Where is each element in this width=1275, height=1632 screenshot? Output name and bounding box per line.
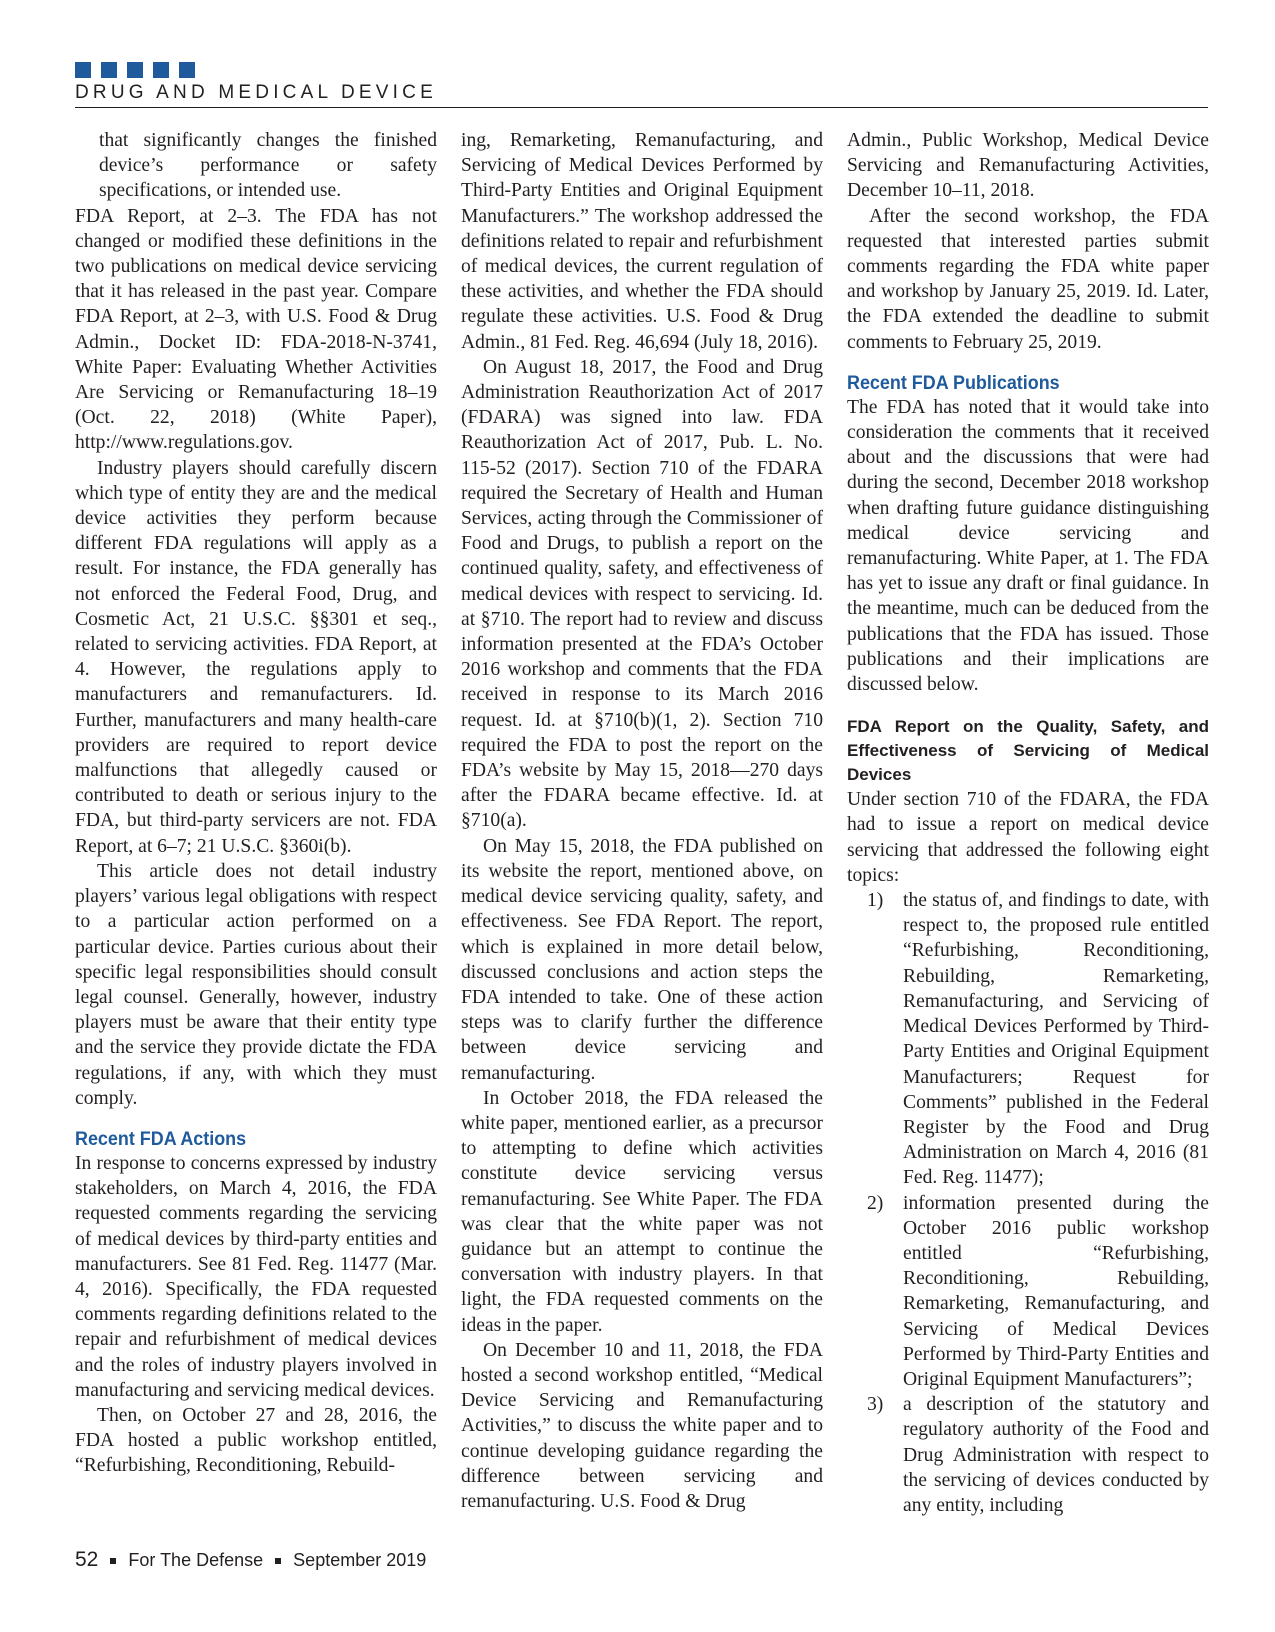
paragraph: In October 2018, the FDA released the white paper, mentioned earlier, as a precursor to attempting to define which activities constitute device servicing versus remanufacturing. See White Paper. The FDA was clear that the white paper was not guidance but an attempt to continue the conversation with industry players. In that light, the FDA requested comments on the ideas in the paper.	[461, 1087, 823, 1336]
list-number: 2)	[867, 1192, 884, 1214]
paragraph: Then, on October 27 and 28, 2016, the FDA hosted a public workshop entitled, “Refurbishing, Reconditioning, Rebuild-	[75, 1404, 437, 1477]
list-number: 1)	[867, 890, 884, 912]
header-squares	[75, 62, 195, 78]
section-label: DRUG AND MEDICAL DEVICE	[75, 82, 437, 103]
header-square	[101, 62, 117, 78]
list-text: the status of, and findings to date, with respect to, the proposed rule entitled “Refurbishing, Reconditioning, Rebuilding, Remarketing, Remanufacturing, and Servicing of Medical Devices Performed by Third-Party Entities and Original Equipment Manufacturers; Request for Comments” published in the Federal Register by the Food and Drug Administration on March 4, 2016 (81 Fed. Reg. 11477);	[903, 890, 1209, 1189]
header-square	[75, 62, 91, 78]
list-number: 3)	[867, 1394, 884, 1416]
column-3	[847, 128, 1209, 1518]
publication-name: For The Defense	[128, 1550, 264, 1570]
paragraph: ing, Remarketing, Remanufacturing, and Servicing of Medical Devices Performed by Third-Party Entities and Original Equipment Manufacturers.” The workshop addressed the definitions related to repair and refurbishment of medical devices, the current regulation of these activities, and whether the FDA should regulate these activities. U.S. Food & Drug Admin., 81 Fed. Reg. 46,694 (July 18, 2016).	[461, 130, 823, 353]
list-item	[847, 1392, 1209, 1518]
paragraph: that significantly changes the finished device’s performance or safety specifications, or intended use.	[99, 130, 437, 202]
topics-list	[847, 888, 1209, 1518]
paragraph: On May 15, 2018, the FDA published on its website the report, mentioned above, on medical device servicing quality, safety, and effectiveness. See FDA Report. The report, which is explained in more detail below, discussed conclusions and action steps the FDA intended to take. One of these action steps was to clarify further the difference between device servicing and remanufacturing.	[461, 835, 823, 1084]
issue-date: September 2019	[293, 1550, 427, 1570]
list-item	[847, 1191, 1209, 1393]
paragraph: After the second workshop, the FDA requested that interested parties submit comments regarding the FDA white paper and workshop by January 25, 2019. Id. Later, the FDA extended the deadline to submit comments to February 25, 2019.	[847, 205, 1209, 353]
list-item	[847, 888, 1209, 1190]
paragraph: Industry players should carefully discern which type of entity they are and the medical device activities they perform because different FDA regulations will apply as a result. For instance, the FDA generally has not enforced the Federal Food, Drug, and Cosmetic Act, 21 U.S.C. §§301 et seq., related to servicing activities. FDA Report, at 4. However, the regulations apply to manufacturers and remanufacturers. Id. Further, manufacturers and many health-care providers are required to report device malfunctions that allegedly caused or contributed to death or serious injury to the FDA, but third-party servicers are not. FDA Report, at 6–7; 21 U.S.C. §360i(b).	[75, 457, 437, 857]
paragraph: The FDA has noted that it would take into consideration the comments that it received about and the discussions that were had during the second, December 2018 workshop when drafting future guidance distinguishing medical device servicing and remanufacturing. White Paper, at 1. The FDA has yet to issue any draft or final guidance. In the meantime, much can be deduced from the publications that the FDA has issued. Those publications and their implications are discussed below.	[847, 396, 1209, 696]
paragraph: FDA Report, at 2–3. The FDA has not changed or modified these definitions in the two publications on medical device servicing that it has released in the past year. Compare FDA Report, at 2–3, with U.S. Food & Drug Admin., Docket ID: FDA-2018-N-3741, White Paper: Evaluating Whether Activities Are Servicing or Remanufacturing 18–19 (Oct. 22, 2018) (White Paper), http://www.regulations.gov.	[75, 205, 437, 454]
paragraph: This article does not detail industry players’ various legal obligations with respect to a particular action performed on a particular device. Parties curious about their specific legal responsibilities should consult legal counsel. Generally, however, industry players must be aware that their entity type and the service they provide dictate the FDA regulations, if any, with which they must comply.	[75, 860, 437, 1109]
paragraph: On August 18, 2017, the Food and Drug Administration Reauthorization Act of 2017 (FDARA) was signed into law. FDA Reauthorization Act of 2017, Pub. L. No. 115-52 (2017). Section 710 of the FDARA required the Secretary of Health and Human Services, acting through the Commissioner of Food and Drugs, to publish a report on the continued quality, safety, and effectiveness of medical devices with respect to servicing. Id. at §710. The report had to review and discuss information presented at the FDA’s October 2016 workshop and comments that the FDA received in response to its March 2016 request. Id. at §710(b)(1, 2). Section 710 required the FDA to post the report on the FDA’s website by May 15, 2018—270 days after the FDARA became effective. Id. at §710(a).	[461, 356, 823, 832]
page-number: 52	[75, 1548, 99, 1571]
header-square	[179, 62, 195, 78]
subsection-heading: FDA Report on the Quality, Safety, and Effectiveness of Servicing of Medical Devices	[847, 717, 1209, 785]
paragraph: Under section 710 of the FDARA, the FDA had to issue a report on medical device servicing that addressed the following eight topics:	[847, 789, 1209, 886]
header-rule	[75, 107, 1208, 108]
section-heading: Recent FDA Actions	[75, 1127, 247, 1150]
column-1	[75, 128, 437, 1479]
header-square	[127, 62, 143, 78]
paragraph: Admin., Public Workshop, Medical Device Servicing and Remanufacturing Activities, December 10–11, 2018.	[847, 130, 1209, 202]
section-heading: Recent FDA Publications	[847, 371, 1060, 394]
bullet-separator	[275, 1558, 281, 1564]
header-square	[153, 62, 169, 78]
column-2	[461, 128, 823, 1514]
page-footer	[75, 1548, 426, 1572]
list-text: a description of the statutory and regulatory authority of the Food and Drug Administration with respect to the servicing of devices conducted by any entity, including	[903, 1394, 1209, 1516]
list-text: information presented during the October 2016 public workshop entitled “Refurbishing, Reconditioning, Rebuilding, Remarketing, Remanufacturing, and Servicing of Medical Devices Performed by Third-Party Entities and Original Equipment Manufacturers”;	[903, 1192, 1209, 1390]
paragraph: On December 10 and 11, 2018, the FDA hosted a second workshop entitled, “Medical Device Servicing and Remanufacturing Activities,” to discuss the white paper and to continue developing guidance regarding the difference between servicing and remanufacturing. U.S. Food & Drug	[461, 1339, 823, 1512]
paragraph: In response to concerns expressed by industry stakeholders, on March 4, 2016, the FDA requested comments regarding the servicing of medical devices by third-party entities and manufacturers. See 81 Fed. Reg. 11477 (Mar. 4, 2016). Specifically, the FDA requested comments regarding definitions related to the repair and refurbishment of medical devices and the roles of industry players involved in manufacturing and servicing medical devices.	[75, 1152, 437, 1401]
bullet-separator	[110, 1558, 116, 1564]
